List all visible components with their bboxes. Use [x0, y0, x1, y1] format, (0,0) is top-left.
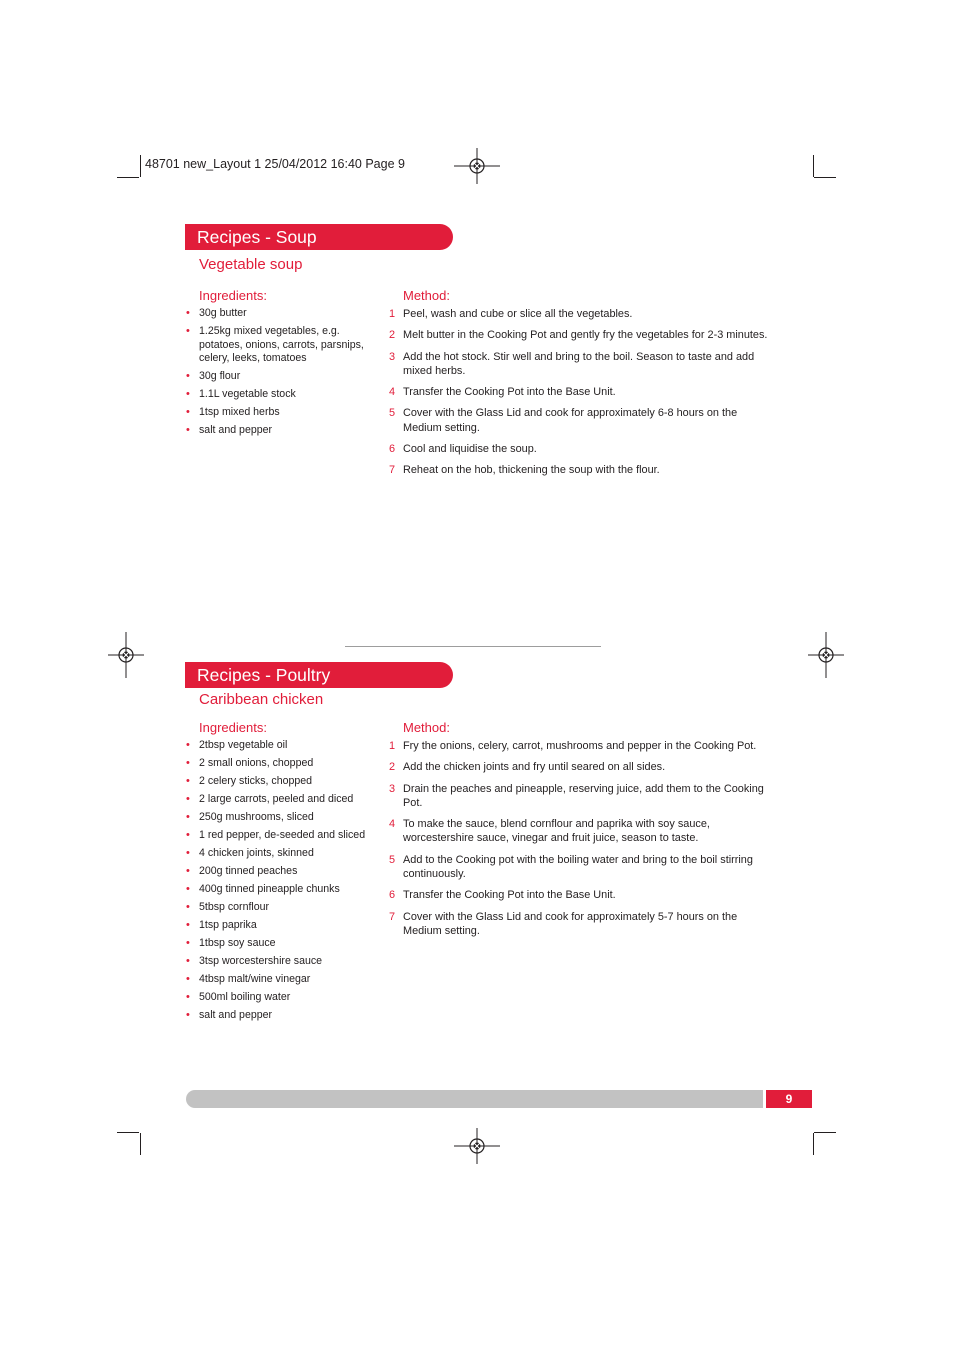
bullet-icon: •	[186, 370, 190, 382]
step-text: Melt butter in the Cooking Pot and gently fry the vegetables for 2-3 minutes.	[403, 329, 768, 342]
method-steps	[385, 307, 770, 485]
step-number: 3	[389, 350, 396, 363]
ingredient-item	[186, 388, 371, 402]
step-text: Reheat on the hob, thickening the soup with the flour.	[403, 464, 660, 477]
registration-mark-icon	[454, 1128, 500, 1164]
method-step	[385, 888, 770, 902]
step-number: 4	[389, 386, 396, 399]
ingredients-list	[186, 307, 371, 442]
bullet-icon: •	[186, 937, 190, 949]
ingredient-text: 2 celery sticks, chopped	[199, 775, 313, 787]
ingredient-text: salt and pepper	[199, 1009, 273, 1021]
method-step	[385, 782, 770, 811]
recipe-title: Vegetable soup	[199, 256, 303, 273]
method-step	[385, 739, 770, 753]
ingredient-text: 1.1L vegetable stock	[199, 388, 296, 400]
ingredient-text: 200g tinned peaches	[199, 865, 298, 877]
method-step	[385, 910, 770, 939]
ingredient-text: 400g tinned pineapple chunks	[199, 883, 340, 895]
ingredient-item	[186, 739, 371, 753]
step-text: Cool and liquidise the soup.	[403, 443, 537, 456]
slug-line: 48701 new_Layout 1 25/04/2012 16:40 Page 9	[145, 157, 405, 171]
crop-mark	[117, 177, 139, 178]
step-text: Add the chicken joints and fry until seared on all sides.	[403, 761, 666, 774]
ingredient-item	[186, 793, 371, 807]
method-step	[385, 853, 770, 882]
ingredient-text: salt and pepper	[199, 424, 273, 436]
ingredient-text: 4tbsp malt/wine vinegar	[199, 973, 311, 985]
ingredient-text: 4 chicken joints, skinned	[199, 847, 314, 859]
ingredient-text: 1 red pepper, de-seeded and sliced	[199, 829, 366, 841]
step-number: 1	[389, 308, 396, 320]
bullet-icon: •	[186, 793, 190, 805]
bullet-icon: •	[186, 388, 190, 400]
ingredient-text: 250g mushrooms, sliced	[199, 811, 314, 823]
bullet-icon: •	[186, 739, 190, 751]
ingredient-text: 1tsp mixed herbs	[199, 406, 280, 418]
ingredient-item	[186, 325, 371, 366]
method-steps	[385, 739, 770, 945]
step-text: Drain the peaches and pineapple, reserving juice, add them to the Cooking Pot.	[403, 782, 764, 809]
ingredient-item	[186, 865, 371, 879]
section-banner-soup: Recipes - Soup	[185, 224, 453, 250]
crop-mark	[813, 155, 814, 177]
step-number: 1	[389, 740, 396, 752]
step-text: Add the hot stock. Stir well and bring to the boil. Season to taste and add mixed herbs.	[403, 350, 755, 377]
bullet-icon: •	[186, 811, 190, 823]
bullet-icon: •	[186, 865, 190, 877]
method-step	[385, 442, 770, 456]
ingredient-text: 1tbsp soy sauce	[199, 937, 276, 949]
ingredient-text: 1tsp paprika	[199, 919, 257, 931]
ingredients-heading: Ingredients:	[199, 720, 267, 735]
method-step	[385, 350, 770, 379]
bullet-icon: •	[186, 406, 190, 418]
method-step	[385, 463, 770, 477]
step-number: 2	[389, 329, 396, 342]
ingredient-item	[186, 991, 371, 1005]
method-heading: Method:	[403, 720, 450, 735]
method-step	[385, 307, 770, 321]
bullet-icon: •	[186, 829, 190, 841]
bullet-icon: •	[186, 919, 190, 931]
bullet-icon: •	[186, 325, 190, 337]
ingredient-item	[186, 811, 371, 825]
bullet-icon: •	[186, 955, 190, 967]
bullet-icon: •	[186, 883, 190, 895]
method-step	[385, 385, 770, 399]
step-text: To make the sauce, blend cornflour and paprika with soy sauce, worcestershire sauce, vinegar and fruit juice, season to taste.	[403, 818, 710, 845]
bullet-icon: •	[186, 1009, 190, 1021]
bullet-icon: •	[186, 307, 190, 319]
ingredient-text: 1.25kg mixed vegetables, e.g. potatoes, onions, carrots, parsnips, celery, leeks, tomatoes	[199, 325, 364, 364]
bullet-icon: •	[186, 973, 190, 985]
step-number: 3	[389, 782, 396, 795]
ingredient-text: 2 large carrots, peeled and diced	[199, 793, 354, 805]
bullet-icon: •	[186, 775, 190, 787]
ingredient-text: 30g flour	[199, 370, 241, 382]
step-number: 7	[389, 910, 396, 923]
ingredient-item	[186, 829, 371, 843]
registration-mark-icon	[108, 632, 144, 678]
step-text: Transfer the Cooking Pot into the Base Unit.	[403, 386, 616, 399]
step-number: 7	[389, 464, 396, 477]
bullet-icon: •	[186, 847, 190, 859]
page-number: 9	[766, 1090, 812, 1108]
footer-bar	[186, 1090, 763, 1108]
ingredient-text: 2tbsp vegetable oil	[199, 739, 288, 751]
step-text: Add to the Cooking pot with the boiling water and bring to the boil stirring continuously.	[403, 853, 753, 881]
ingredient-text: 3tsp worcestershire sauce	[199, 955, 323, 967]
step-number: 2	[389, 761, 396, 774]
ingredient-item	[186, 919, 371, 933]
ingredient-item	[186, 1009, 371, 1023]
ingredient-item	[186, 973, 371, 987]
ingredient-item	[186, 883, 371, 897]
registration-mark-icon	[808, 632, 844, 678]
step-number: 6	[389, 443, 396, 456]
crop-mark	[140, 155, 141, 177]
ingredient-item	[186, 757, 371, 771]
method-step	[385, 406, 770, 435]
ingredients-list	[186, 739, 371, 1027]
method-step	[385, 760, 770, 774]
ingredient-item	[186, 370, 371, 384]
step-number: 4	[389, 818, 396, 831]
step-text: Fry the onions, celery, carrot, mushrooms and pepper in the Cooking Pot.	[403, 740, 757, 752]
ingredient-item	[186, 424, 371, 438]
method-heading: Method:	[403, 288, 450, 303]
bullet-icon: •	[186, 424, 190, 436]
ingredient-text: 500ml boiling water	[199, 991, 291, 1003]
recipe-title: Caribbean chicken	[199, 691, 324, 708]
ingredient-item	[186, 937, 371, 951]
method-step	[385, 817, 770, 846]
step-text: Peel, wash and cube or slice all the vegetables.	[403, 308, 633, 320]
crop-mark	[140, 1133, 141, 1155]
ingredient-item	[186, 847, 371, 861]
ingredient-item	[186, 307, 371, 321]
bullet-icon: •	[186, 991, 190, 1003]
ingredient-item	[186, 901, 371, 915]
ingredient-item	[186, 775, 371, 789]
ingredient-text: 5tbsp cornflour	[199, 901, 270, 913]
crop-mark	[813, 1133, 814, 1155]
step-text: Cover with the Glass Lid and cook for approximately 6-8 hours on the Medium setting.	[403, 407, 738, 434]
section-banner-poultry: Recipes - Poultry	[185, 662, 453, 688]
ingredient-text: 2 small onions, chopped	[199, 757, 314, 769]
step-text: Cover with the Glass Lid and cook for approximately 5-7 hours on the Medium setting.	[403, 910, 738, 937]
ingredient-item	[186, 955, 371, 969]
crop-mark	[814, 1132, 836, 1133]
step-number: 5	[389, 407, 396, 420]
crop-mark	[117, 1132, 139, 1133]
section-divider	[345, 646, 601, 647]
ingredient-text: 30g butter	[199, 307, 247, 319]
registration-mark-icon	[454, 148, 500, 184]
step-number: 6	[389, 889, 396, 902]
crop-mark	[814, 177, 836, 178]
bullet-icon: •	[186, 757, 190, 769]
step-text: Transfer the Cooking Pot into the Base Unit.	[403, 889, 616, 902]
bullet-icon: •	[186, 901, 190, 913]
ingredients-heading: Ingredients:	[199, 288, 267, 303]
step-number: 5	[389, 853, 396, 866]
ingredient-item	[186, 406, 371, 420]
method-step	[385, 328, 770, 342]
